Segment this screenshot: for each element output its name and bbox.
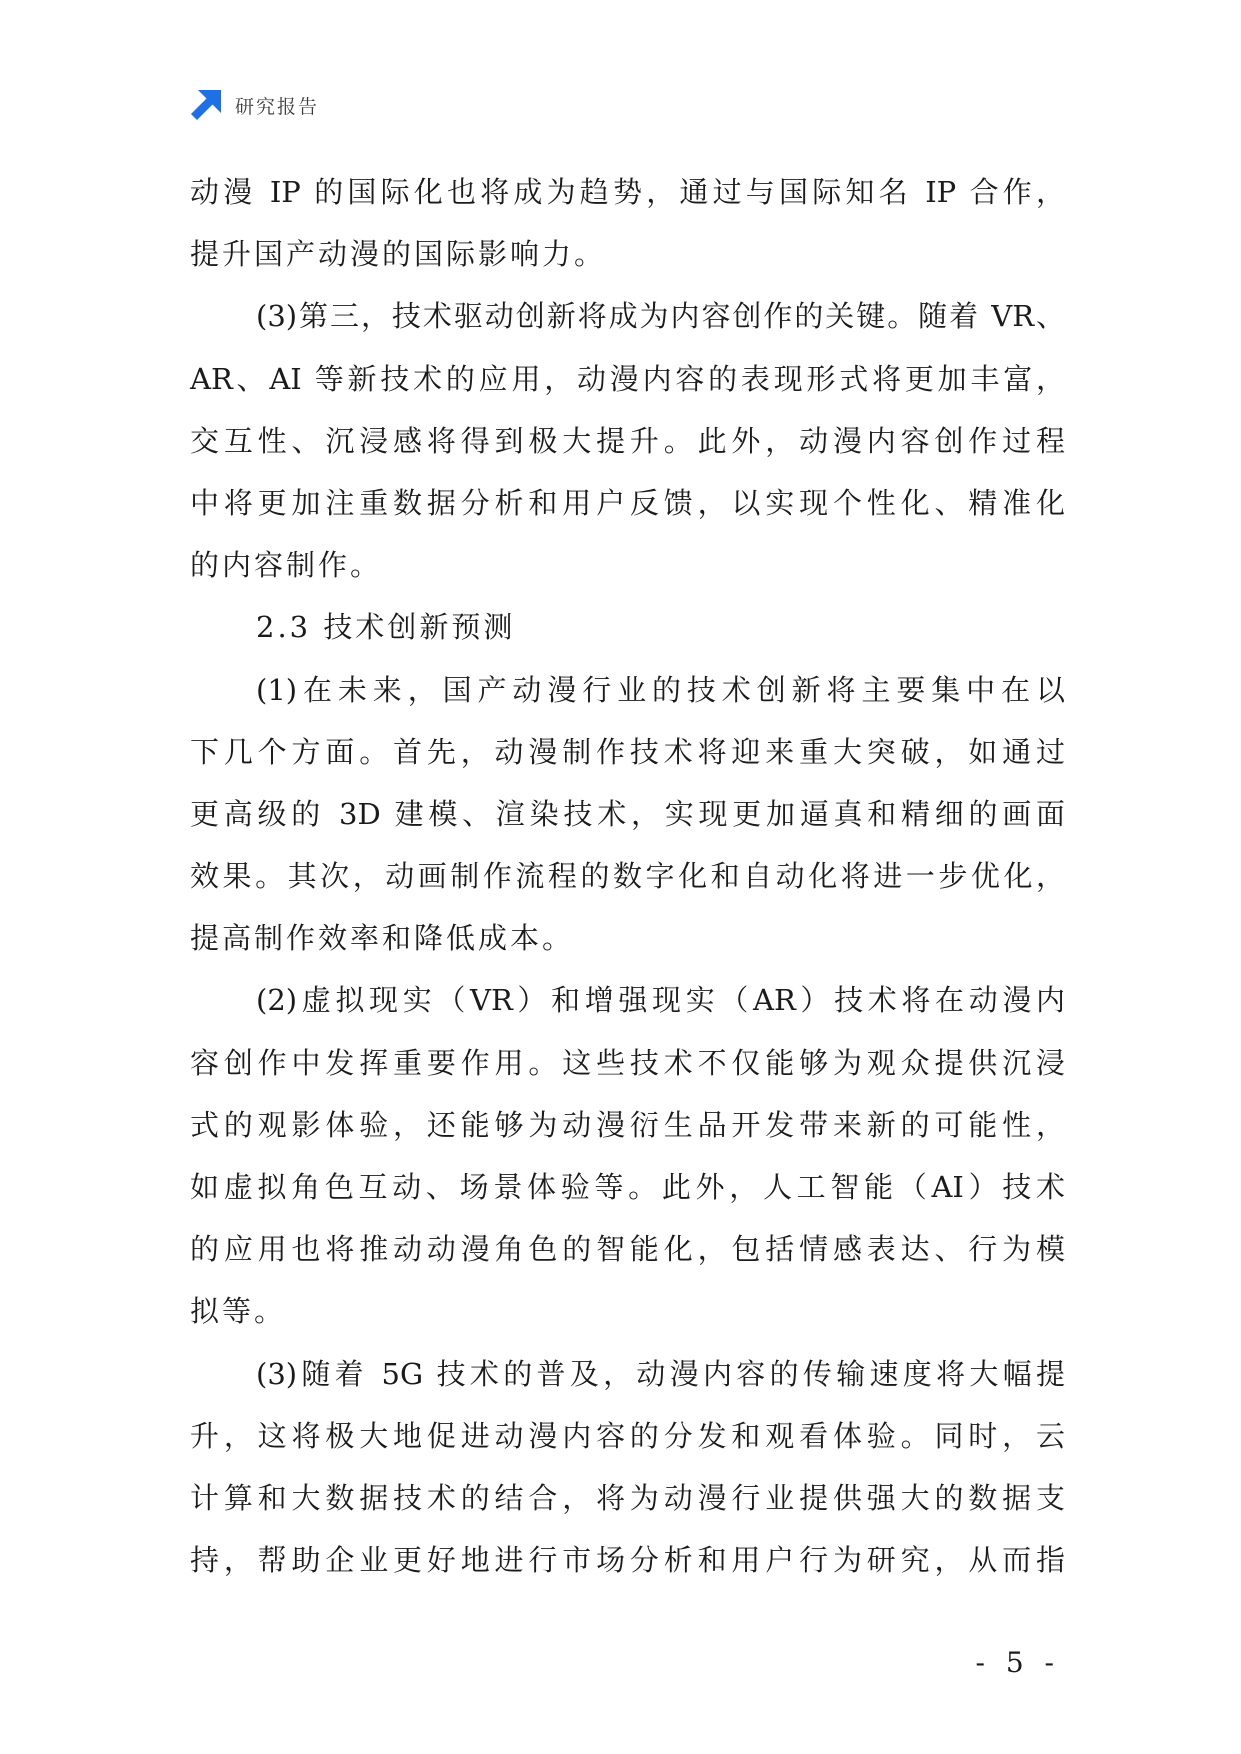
body-line: 更高级的 3D 建模、渲染技术，实现更加逼真和精细的画面 xyxy=(190,796,1065,831)
body-line: 如虚拟角色互动、场景体验等。此外，人工智能（AI）技术 xyxy=(190,1170,1065,1204)
section-heading xyxy=(190,596,1065,658)
body-line: 的内容制作。 xyxy=(190,548,383,583)
body-line: 的应用也将推动动漫角色的智能化，包括情感表达、行为模 xyxy=(190,1232,1065,1267)
body-line: 动漫 IP 的国际化也将成为趋势，通过与国际知名 IP 合作， xyxy=(190,175,1065,209)
body-line: 计算和大数据技术的结合，将为动漫行业提供强大的数据支 xyxy=(190,1480,1065,1515)
paragraph xyxy=(190,285,1065,596)
body-line: 容创作中发挥重要作用。这些技术不仅能够为观众提供沉浸 xyxy=(190,1045,1065,1080)
body-line: 升，这将极大地促进动漫内容的分发和观看体验。同时，云 xyxy=(190,1418,1065,1453)
body-line: AR、AI 等新技术的应用，动漫内容的表现形式将更加丰富， xyxy=(190,361,1065,396)
header-title: 研究报告 xyxy=(235,95,320,118)
paragraph xyxy=(190,1343,1065,1592)
body-line: 下几个方面。首先，动漫制作技术将迎来重大突破，如通过 xyxy=(190,734,1065,769)
body-line: 交互性、沉浸感将得到极大提升。此外，动漫内容创作过程 xyxy=(190,423,1065,458)
body-line: 持，帮助企业更好地进行市场分析和用户行为研究，从而指 xyxy=(190,1543,1065,1578)
body-line: 效果。其次，动画制作流程的数字化和自动化将进一步优化， xyxy=(190,859,1065,894)
body-line: (1)在未来，国产动漫行业的技术创新将主要集中在以 xyxy=(256,672,1065,707)
body-line: (2)虚拟现实（VR）和增强现实（AR）技术将在动漫内 xyxy=(256,983,1065,1018)
body-line: (3)随着 5G 技术的普及，动漫内容的传输速度将大幅提 xyxy=(256,1356,1065,1391)
body-line: 拟等。 xyxy=(190,1294,287,1329)
body-line: 提升国产动漫的国际影响力。 xyxy=(190,237,607,272)
body-line: 中将更加注重数据分析和用户反馈，以实现个性化、精准化 xyxy=(190,485,1065,520)
body-line: 式的观影体验，还能够为动漫衍生品开发带来新的可能性， xyxy=(190,1107,1065,1142)
paragraph xyxy=(190,659,1065,970)
page-header xyxy=(190,88,319,122)
body-line: 提高制作效率和降低成本。 xyxy=(190,921,575,956)
heading-line: 2.3 技术创新预测 xyxy=(256,610,516,645)
body-line: (3)第三，技术驱动创新将成为内容创作的关键。随着 VR、 xyxy=(256,299,1065,334)
document-body xyxy=(190,161,1065,1591)
paragraph xyxy=(190,161,1065,285)
page-number: - 5 - xyxy=(975,1646,1060,1679)
arrow-up-right-icon xyxy=(190,89,222,121)
paragraph xyxy=(190,969,1065,1342)
